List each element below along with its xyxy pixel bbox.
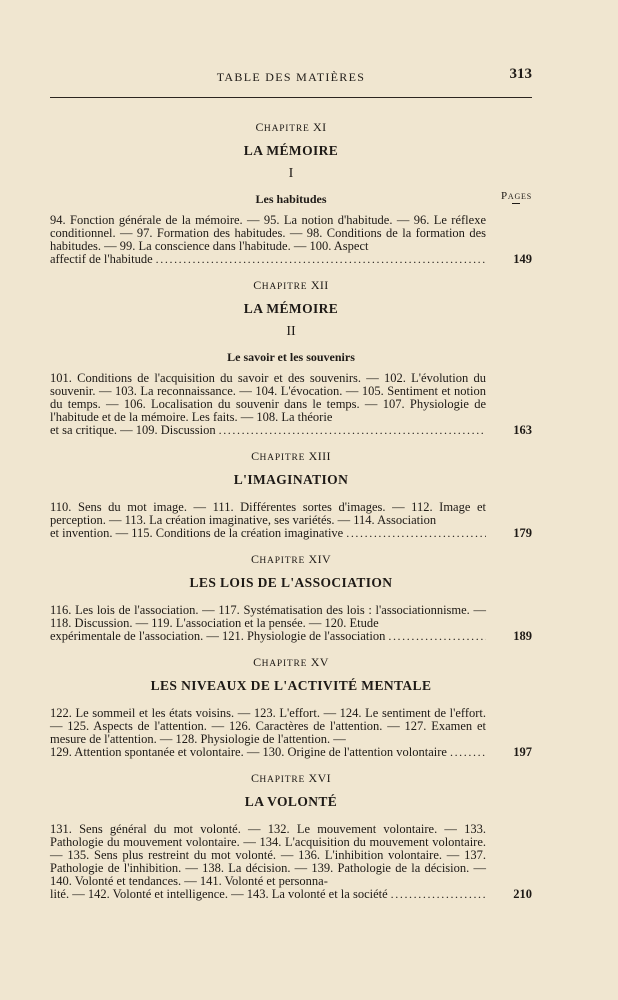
chapter-part-number: II	[286, 324, 296, 339]
chapter-number: XIV	[308, 552, 332, 566]
chapter-subtitle-row	[50, 190, 532, 206]
chapter-part-number: I	[288, 166, 294, 181]
chapter-number: XV	[310, 655, 329, 669]
page-number: 313	[509, 66, 532, 82]
chapter-title: LA MÉMOIRE	[243, 143, 339, 158]
chapter-entry	[50, 120, 532, 266]
chapter-label-initial: C	[250, 552, 260, 566]
chapter-contents-tail: et invention. — 115. Conditions de la création imaginative	[50, 526, 344, 540]
chapter-contents-text: 101. Conditions de l'acquisition du savoir et des souvenirs. — 102. L'évolution du souvenir. — 103. La reconnaissance. — 104. L'évocation. — 105. Sentiment et notion du temps. — 106. Localisation du souvenir dans le temps. — 107. Physiologie de l'habitude et de la mémoire. Les faits. — 108. La théorie	[50, 371, 486, 424]
pages-column-heading	[501, 190, 532, 204]
chapter-label	[50, 655, 532, 670]
chapter-contents-text: 94. Fonction générale de la mémoire. — 95. La notion d'habitude. — 96. Le réflexe conditionnel. — 97. Formation des habitudes. — 98. Conditions de la formation des habitudes. — 99. La conscience dans l'habitude. — 100. Aspect	[50, 213, 486, 253]
chapter-entry	[50, 552, 532, 643]
chapter-number: XI	[313, 120, 327, 134]
chapter-contents	[50, 501, 532, 540]
chapter-contents-tail: 129. Attention spontanée et volontaire. — 130. Origine de l'attention volontaire	[50, 745, 447, 759]
chapter-label-word: HAPITRE	[259, 556, 306, 566]
table-of-contents	[50, 120, 532, 913]
chapter-label	[50, 120, 532, 135]
chapter-contents	[50, 604, 532, 643]
dot-leader	[219, 424, 486, 437]
chapter-page-ref: 149	[513, 252, 532, 266]
chapter-contents	[50, 823, 532, 901]
chapter-label-word: HAPITRE	[263, 124, 310, 134]
chapter-page-ref: 210	[513, 887, 532, 901]
chapter-contents	[50, 372, 532, 437]
chapter-contents-tail: expérimentale de l'association. — 121. Physiologie de l'association	[50, 629, 386, 643]
chapter-label-initial: C	[251, 449, 260, 463]
chapter-contents-last-line	[50, 888, 486, 901]
chapter-contents-tail: affectif de l'habitude	[50, 252, 153, 266]
chapter-contents-tail: et sa critique. — 109. Discussion	[50, 423, 216, 437]
chapter-title: L'IMAGINATION	[233, 472, 349, 487]
chapter-entry	[50, 771, 532, 901]
chapter-label-initial: C	[253, 278, 262, 292]
chapter-title: LES NIVEAUX DE L'ACTIVITÉ MENTALE	[150, 678, 432, 693]
chapter-label	[50, 278, 532, 293]
chapter-page-ref: 179	[513, 526, 532, 540]
chapter-contents-tail: lité. — 142. Volonté et intelligence. — 143. La volonté et la société	[50, 887, 388, 901]
chapter-contents-last-line	[50, 253, 486, 266]
chapter-contents-last-line	[50, 527, 486, 540]
chapter-entry	[50, 655, 532, 759]
dot-leader	[388, 630, 486, 643]
chapter-subtitle: Les habitudes	[255, 192, 327, 206]
chapter-label-word: HAPITRE	[261, 282, 308, 292]
chapter-title: LA MÉMOIRE	[243, 301, 339, 316]
pages-label: Pages	[500, 190, 532, 202]
chapter-contents-last-line	[50, 424, 486, 437]
chapter-contents	[50, 707, 532, 759]
dot-leader	[450, 746, 486, 759]
chapter-label-word: HAPITRE	[259, 775, 306, 785]
chapter-label-initial: C	[255, 120, 264, 134]
chapter-label-initial: C	[250, 771, 260, 785]
chapter-label	[50, 771, 532, 786]
chapter-number: XVI	[308, 771, 332, 785]
chapter-label-initial: C	[253, 655, 262, 669]
chapter-contents-text: 110. Sens du mot image. — 111. Différentes sortes d'images. — 112. Image et perception. — 113. La création imaginative, ses variétés. — 114. Association	[50, 500, 486, 527]
chapter-label-word: HAPITRE	[259, 453, 306, 463]
dot-leader	[156, 253, 486, 266]
chapter-number: XII	[310, 278, 329, 292]
chapter-label	[50, 552, 532, 567]
chapter-contents-last-line	[50, 630, 486, 643]
dot-leader	[346, 527, 486, 540]
header-rule	[50, 97, 532, 98]
chapter-contents-last-line	[50, 746, 486, 759]
chapter-title: LES LOIS DE L'ASSOCIATION	[189, 575, 393, 590]
chapter-subtitle-row	[50, 348, 532, 364]
pages-dash	[512, 203, 520, 204]
chapter-contents-text: 122. Le sommeil et les états voisins. — 123. L'effort. — 124. Le sentiment de l'effort. — 125. Aspects de l'attention. — 126. Caractères de l'attention. — 127. Examen et mesure de l'attention. — 128. Physiologie de l'attention. —	[50, 706, 486, 746]
chapter-contents-text: 131. Sens général du mot volonté. — 132. Le mouvement volontaire. — 133. Pathologie du mouvement volontaire. — 134. L'acquisition du mouvement volontaire. — 135. Sens plus restreint du mot volonté. — 136. L'inhibition volontaire. — 137. Pathologie de l'inhibition. — 138. La décision. — 139. Pathologie de la décision. — 140. Volonté et tendances. — 141. Volonté et personna-	[50, 822, 486, 888]
chapter-entry	[50, 449, 532, 540]
chapter-subtitle: Le savoir et les souvenirs	[227, 350, 355, 364]
chapter-page-ref: 197	[513, 745, 532, 759]
chapter-page-ref: 189	[513, 629, 532, 643]
chapter-contents-text: 116. Les lois de l'association. — 117. Systématisation des lois : l'associationnisme. — 118. Discussion. — 119. L'association et la pensée. — 120. Etude	[50, 603, 486, 630]
chapter-label-word: HAPITRE	[261, 659, 308, 669]
chapter-page-ref: 163	[513, 423, 532, 437]
chapter-label	[50, 449, 532, 464]
chapter-contents	[50, 214, 532, 266]
running-title: TABLE DES MATIÈRES	[216, 70, 366, 84]
chapter-title: LA VOLONTÉ	[244, 794, 338, 809]
chapter-number: XIII	[308, 449, 331, 463]
chapter-entry	[50, 278, 532, 437]
dot-leader	[391, 888, 486, 901]
